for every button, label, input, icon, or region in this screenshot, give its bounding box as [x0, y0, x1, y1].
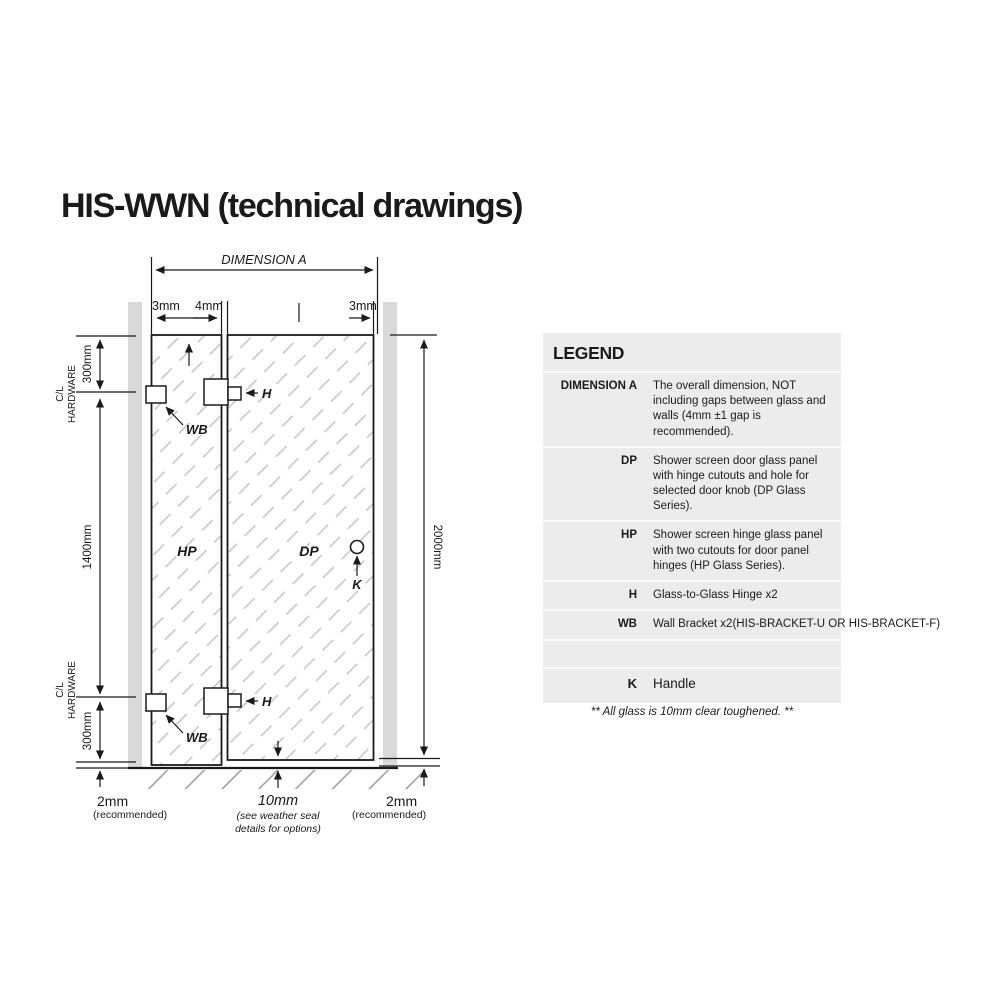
legend-row-hp [543, 520, 841, 580]
legend-term: K [627, 675, 637, 691]
dim-1400-label: 1400mm [82, 524, 94, 570]
legend-term [543, 647, 653, 661]
hinge-bottom-label: H [262, 694, 272, 709]
dim-2000-label: 2000mm [431, 524, 443, 570]
page-title: HIS-WWN (technical drawings) [61, 187, 523, 225]
hinge-top-label: H [262, 386, 272, 401]
dp-panel-label: DP [299, 543, 319, 559]
handle-knob [351, 541, 364, 554]
hardware-top-label: HARDWARE [67, 365, 78, 423]
legend-panel [543, 333, 941, 703]
hardware-bottom-label: HARDWARE [67, 661, 78, 719]
dim-300-bottom-label: 300mm [82, 711, 94, 751]
cl-bottom-label: C/L [55, 682, 66, 698]
legend-row-dp [543, 446, 841, 521]
legend-footnote: ** All glass is 10mm clear toughened. ** [590, 706, 794, 718]
legend-desc: Shower screen hinge glass panel with two cutouts for door panel hinges (HP Glass Series). [653, 529, 823, 572]
legend-row-h [543, 580, 841, 610]
legend-desc: Handle [653, 675, 696, 691]
wall-right [383, 302, 397, 768]
seal-note-line2: details for options) [235, 823, 321, 835]
dimension-a-lines [152, 257, 378, 334]
hp-panel-label: HP [177, 543, 197, 559]
legend-term: DP [621, 454, 637, 467]
gap-2mm-left-label: 2mm [97, 793, 129, 809]
cl-top-label: C/L [55, 386, 66, 402]
legend-row-dimension-a [543, 371, 841, 446]
legend-row-k [543, 667, 841, 699]
legend-term: WB [617, 618, 637, 631]
wb-top-label: WB [186, 422, 208, 437]
floor-hatch [132, 770, 428, 789]
dimension-a-label: DIMENSION A [221, 252, 307, 267]
legend-desc [653, 647, 835, 661]
gap-middle-label: 4mm [195, 299, 223, 313]
legend-desc: Wall Bracket x2(HIS-BRACKET-U OR HIS-BRACKET-F) [653, 618, 941, 631]
legend-title: LEGEND [553, 343, 625, 363]
legend-desc: Shower screen door glass panel with hinge cutouts and hole for selected door knob (DP Glass Series). [653, 454, 818, 513]
dim-300-top-label: 300mm [82, 344, 94, 384]
gap-left-label: 3mm [152, 299, 180, 313]
legend-term: H [628, 588, 637, 601]
recommended-right-label: (recommended) [352, 809, 427, 821]
technical-drawing-svg [50, 240, 490, 840]
gap-2mm-right-label: 2mm [386, 793, 418, 809]
legend-term: HP [621, 529, 637, 542]
legend-desc: Glass-to-Glass Hinge x2 [653, 588, 778, 601]
gap-right-label: 3mm [349, 299, 377, 313]
gap-10mm-label: 10mm [257, 793, 299, 809]
legend-row-wb [543, 609, 941, 639]
handle-label: K [352, 577, 362, 592]
wb-bottom-label: WB [186, 730, 208, 745]
legend-term: DIMENSION A [560, 380, 637, 392]
legend-desc: The overall dimension, NOT including gaps between glass and walls (4mm ±1 gap is recommended). [653, 380, 826, 438]
seal-note-line1: (see weather seal [236, 810, 320, 822]
technical-drawing [50, 240, 490, 840]
recommended-left-label: (recommended) [93, 809, 168, 821]
gap-dimension-lines [157, 301, 374, 334]
legend-row-empty [543, 639, 841, 667]
wall-left [128, 302, 142, 768]
